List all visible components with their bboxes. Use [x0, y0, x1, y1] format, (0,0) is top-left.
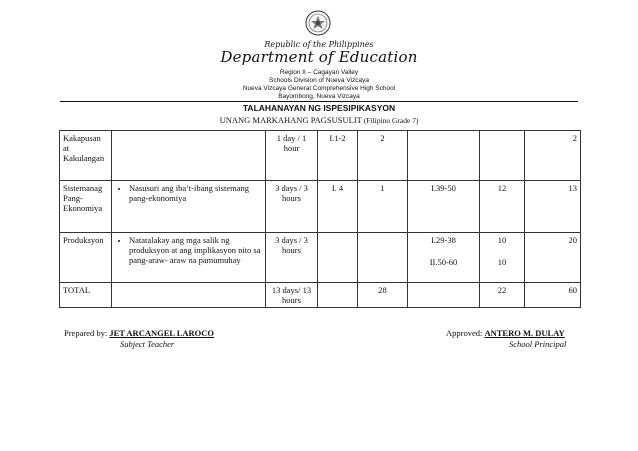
- table-row: [60, 131, 581, 181]
- time-cell: 13 days/ 13 hours: [266, 283, 318, 308]
- topic-cell: TOTAL: [60, 283, 112, 308]
- item-range: II.50-60: [429, 257, 458, 267]
- competency-cell: [112, 283, 266, 308]
- subtitle-grade: (Filipino Grade 7): [363, 116, 419, 125]
- total-cell: 13: [525, 181, 581, 233]
- cell-gap: [483, 245, 521, 257]
- deped-seal-icon: [305, 10, 331, 36]
- region-line: Region II – Cagayan Valley: [279, 69, 359, 76]
- department-name: Department of Education: [220, 48, 418, 66]
- topic-cell: Kakapusan at Kakulangan: [60, 131, 112, 181]
- count-cell: [480, 131, 525, 181]
- count-cell: [358, 233, 408, 283]
- total-cell: 20: [525, 233, 581, 283]
- count-cell: 22: [480, 283, 525, 308]
- item-cell: [408, 233, 480, 283]
- prepared-name: JET ARCANGEL LAROCO: [109, 328, 215, 338]
- count-cell: 1: [358, 181, 408, 233]
- competency-item: • Natatalakay ang mga salik ng produksyon at ang implikasyon nito sa pang-araw- araw na pamumuhay: [129, 235, 262, 265]
- item-count: 10: [497, 235, 507, 245]
- count-cell: 28: [358, 283, 408, 308]
- topic-cell: Produksyon: [60, 233, 112, 283]
- time-cell: 3 days / 3 hours: [266, 181, 318, 233]
- prepared-by: [64, 328, 214, 338]
- item-cell: I. 4: [318, 181, 358, 233]
- topic-cell: Sistemanag Pang-Ekonomiya: [60, 181, 112, 233]
- competency-cell: [112, 181, 266, 233]
- table-row: [60, 283, 581, 308]
- item-range: I.29-38: [431, 235, 456, 245]
- total-cell: 2: [525, 131, 581, 181]
- location-line: Bayombong, Nueva Vizcaya: [278, 93, 360, 100]
- time-cell: 1 day / 1 hour: [266, 131, 318, 181]
- republic-line: Republic of the Philippines: [264, 40, 374, 49]
- item-cell: [408, 283, 480, 308]
- time-cell: 3 days / 3 hours: [266, 233, 318, 283]
- item-cell: [318, 233, 358, 283]
- approved-label: Approved:: [446, 328, 483, 338]
- competency-item: • Nasusuri ang iba’t-ibang sistemang pang-ekonomiya: [129, 183, 262, 203]
- document-title: TALAHANAYAN NG ISPESIPIKASYON: [242, 103, 396, 113]
- approved-by: [446, 328, 565, 338]
- division-line: Schools Division of Nueva Vizcaya: [269, 77, 369, 84]
- count-cell: 2: [358, 131, 408, 181]
- item-cell: [318, 283, 358, 308]
- item-cell: I.1-2: [318, 131, 358, 181]
- count-cell: [480, 233, 525, 283]
- table-row: [60, 233, 581, 283]
- item-cell: [408, 131, 480, 181]
- table-row: [60, 181, 581, 233]
- approved-role: School Principal: [509, 339, 567, 349]
- item-cell: I.39-50: [408, 181, 480, 233]
- count-cell: 12: [480, 181, 525, 233]
- specification-table: [59, 130, 581, 308]
- cell-gap: [411, 245, 476, 257]
- school-line: Nueva Vizcaya General Comprehensive High School: [242, 85, 396, 92]
- header-divider: [60, 101, 578, 102]
- prepared-role: Subject Teacher: [120, 339, 175, 349]
- competency-cell: [112, 131, 266, 181]
- total-cell: 60: [525, 283, 581, 308]
- prepared-label: Prepared by:: [64, 328, 108, 338]
- approved-name: ANTERO M. DULAY: [484, 328, 565, 338]
- item-count: 10: [497, 257, 507, 267]
- document-subtitle: [0, 115, 638, 125]
- competency-cell: [112, 233, 266, 283]
- subtitle-text: UNANG MARKAHANG PAGSUSULIT: [219, 115, 362, 125]
